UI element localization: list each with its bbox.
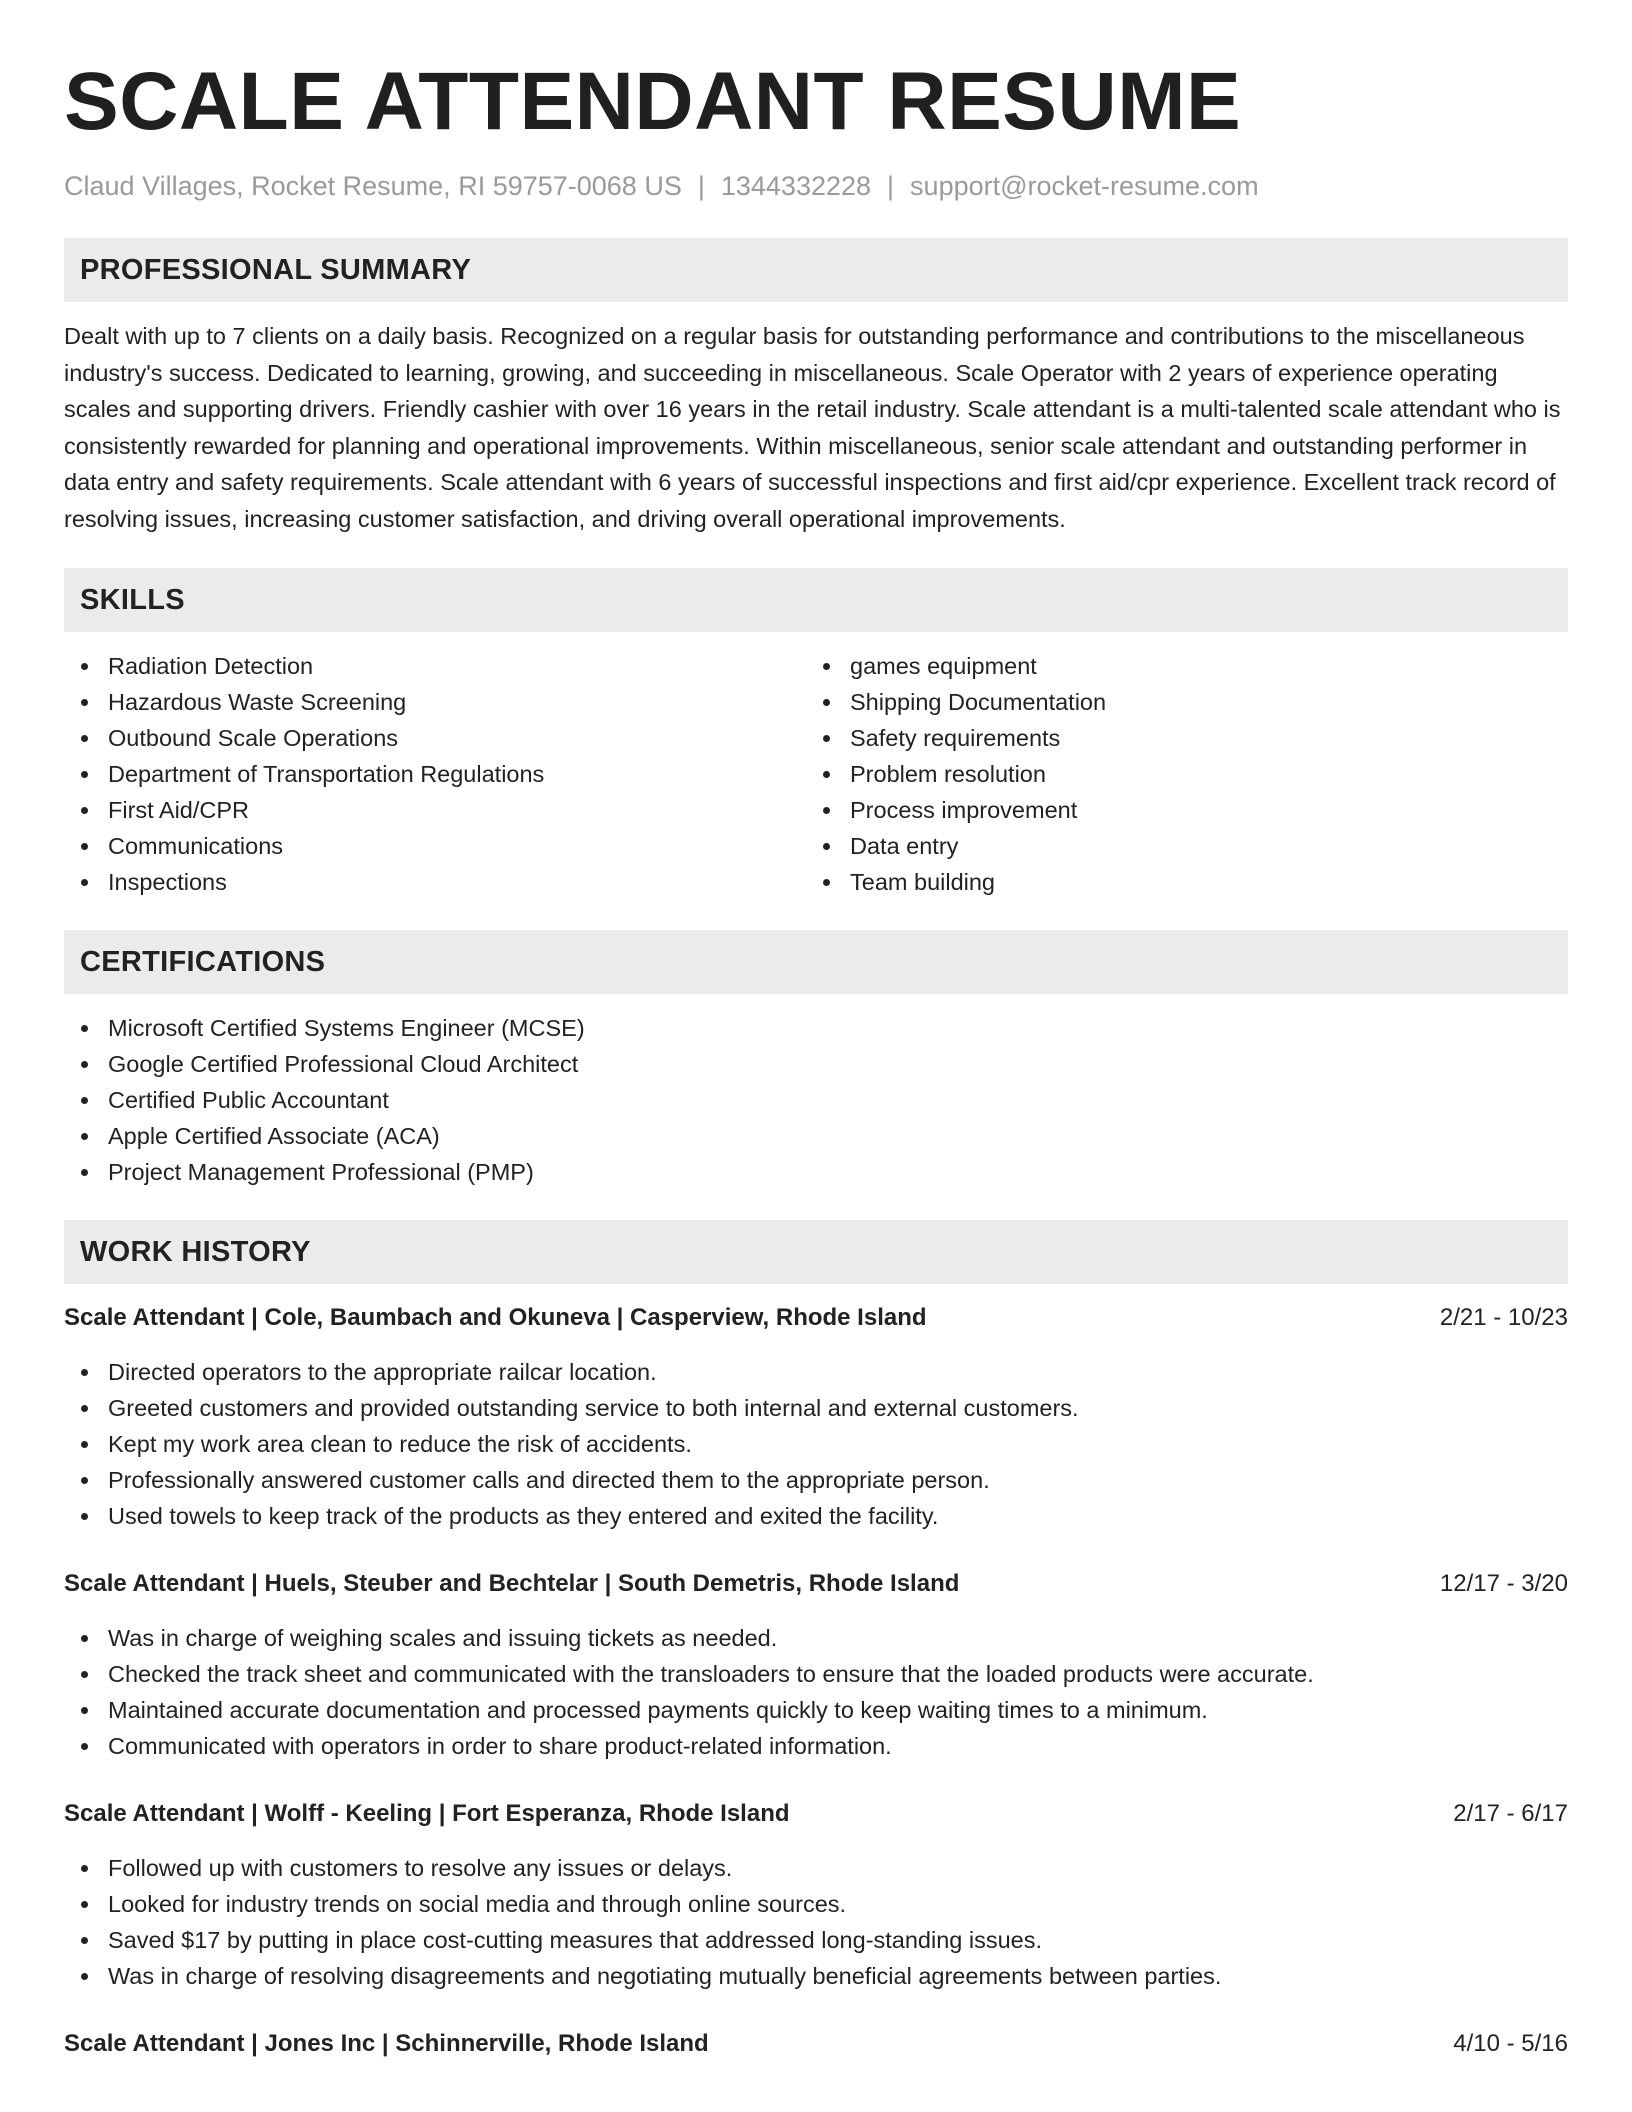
certification-item: Microsoft Certified Systems Engineer (MCSE) [64,1010,1568,1046]
job-bullet: Followed up with customers to resolve any issues or delays. [64,1850,1568,1886]
job-entry [64,2026,1568,2062]
contact-address: Claud Villages, Rocket Resume, RI 59757-0068 US [64,171,682,201]
job-bullet: Communicated with operators in order to share product-related information. [64,1728,1568,1764]
skill-item: games equipment [806,648,1548,684]
job-dates: 12/17 - 3/20 [1439,1570,1568,1597]
job-bullet: Saved $17 by putting in place cost-cutting measures that addressed long-standing issues. [64,1922,1568,1958]
job-dates: 2/17 - 6/17 [1453,1800,1568,1827]
skill-item: Communications [64,828,806,864]
skill-item: Inspections [64,864,806,900]
job-dates: 2/21 - 10/23 [1439,1304,1568,1331]
certification-item: Certified Public Accountant [64,1082,1568,1118]
skill-item: Safety requirements [806,720,1548,756]
skill-item: Outbound Scale Operations [64,720,806,756]
job-bullet: Kept my work area clean to reduce the risk of accidents. [64,1426,1568,1462]
job-bullets [64,1850,1568,1994]
skills-column-left [64,648,806,900]
job-bullet: Was in charge of weighing scales and issuing tickets as needed. [64,1620,1568,1656]
skill-item: Process improvement [806,792,1548,828]
job-entry [64,1566,1568,1764]
job-header [64,1300,1568,1336]
job-bullet: Checked the track sheet and communicated with the transloaders to ensure that the loaded products were accurate. [64,1656,1568,1692]
summary-text: Dealt with up to 7 clients on a daily basis. Recognized on a regular basis for outstanding performance and contributions to the miscellaneous industry's success. Dedicated to learning, growing, and succeeding in miscellaneous. Scale Operator with 2 years of experience operating scales and supporting drivers. Friendly cashier with over 16 years in the retail industry. Scale attendant is a multi-talented scale attendant who is consistently rewarded for planning and operational improvements. Within miscellaneous, senior scale attendant and outstanding performer in data entry and safety requirements. Scale attendant with 6 years of successful inspections and first aid/cpr experience. Excellent track record of resolving issues, increasing customer satisfaction, and driving overall operational improvements. [64,323,1561,532]
section-header-summary: PROFESSIONAL SUMMARY [64,238,1568,302]
contact-phone: 1344332228 [720,171,872,201]
job-bullet: Used towels to keep track of the products as they entered and exited the facility. [64,1498,1568,1534]
skills-grid [64,648,1568,900]
skill-item: Department of Transportation Regulations [64,756,806,792]
job-entry [64,1300,1568,1534]
job-bullet: Directed operators to the appropriate railcar location. [64,1354,1568,1390]
job-bullet: Maintained accurate documentation and processed payments quickly to keep waiting times to a minimum. [64,1692,1568,1728]
job-bullet: Was in charge of resolving disagreements and negotiating mutually beneficial agreements between parties. [64,1958,1568,1994]
contact-separator: | [697,171,705,201]
skill-item: Hazardous Waste Screening [64,684,806,720]
job-header [64,1796,1568,1832]
skills-list-right [806,648,1548,900]
job-bullet: Professionally answered customer calls and directed them to the appropriate person. [64,1462,1568,1498]
job-title: Scale Attendant | Huels, Steuber and Bechtelar | South Demetris, Rhode Island [64,1570,960,1597]
skill-item: First Aid/CPR [64,792,806,828]
section-header-certifications: CERTIFICATIONS [64,930,1568,994]
skill-item: Shipping Documentation [806,684,1548,720]
certification-item: Google Certified Professional Cloud Architect [64,1046,1568,1082]
job-header [64,2026,1568,2062]
certification-item: Apple Certified Associate (ACA) [64,1118,1568,1154]
job-header [64,1566,1568,1602]
skills-list-left [64,648,806,900]
job-bullet: Greeted customers and provided outstanding service to both internal and external customers. [64,1390,1568,1426]
resume-page [64,52,1568,2062]
skill-item: Team building [806,864,1548,900]
job-bullets [64,1354,1568,1534]
job-title: Scale Attendant | Jones Inc | Schinnerville, Rhode Island [64,2030,709,2057]
skill-item: Data entry [806,828,1548,864]
certification-item: Project Management Professional (PMP) [64,1154,1568,1190]
section-header-work-history: WORK HISTORY [64,1220,1568,1284]
contact-line [64,168,1568,204]
job-bullet: Looked for industry trends on social media and through online sources. [64,1886,1568,1922]
job-bullets [64,1620,1568,1764]
job-title: Scale Attendant | Wolff - Keeling | Fort Esperanza, Rhode Island [64,1800,790,1827]
job-dates: 4/10 - 5/16 [1453,2030,1568,2057]
resume-title: SCALE ATTENDANT RESUME [64,56,1242,147]
job-entry [64,1796,1568,1994]
skills-column-right [806,648,1548,900]
skill-item: Radiation Detection [64,648,806,684]
contact-separator: | [887,171,895,201]
section-header-skills: SKILLS [64,568,1568,632]
contact-email: support@rocket-resume.com [910,171,1259,201]
job-title: Scale Attendant | Cole, Baumbach and Okuneva | Casperview, Rhode Island [64,1304,927,1331]
skill-item: Problem resolution [806,756,1548,792]
certifications-list [64,1010,1568,1190]
